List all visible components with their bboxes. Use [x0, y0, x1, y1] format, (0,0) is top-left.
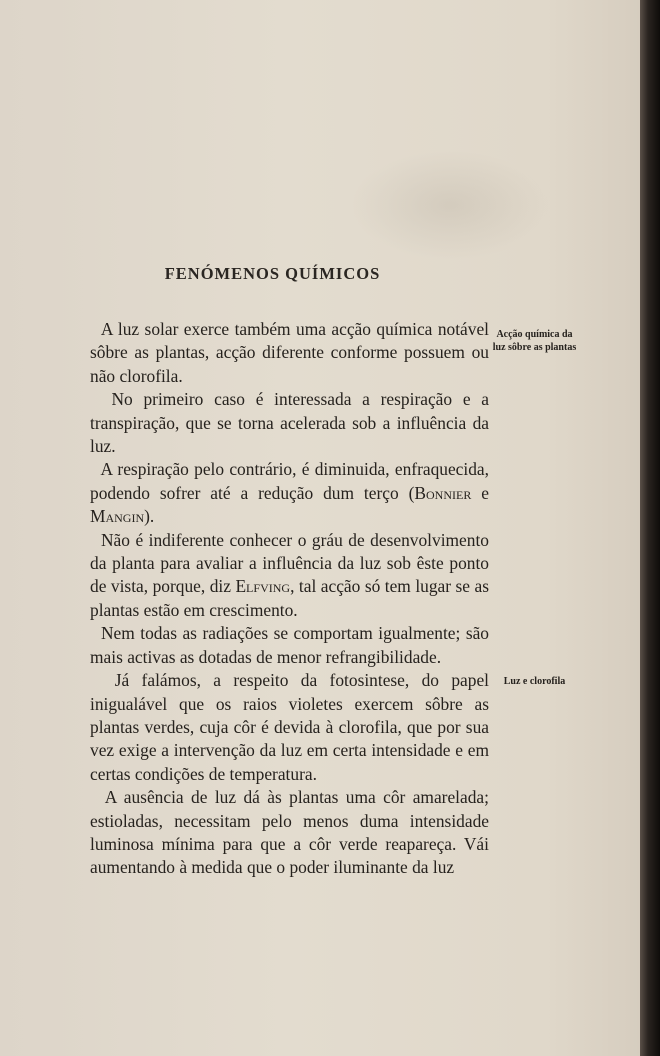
paragraph-3-end: ).	[144, 506, 155, 527]
paragraph-3-text: A respiração pelo contrário, é diminuida, enfraquecida, podendo sofrer até a redução dum terço (	[90, 459, 489, 503]
margin-note-light-chlorophyll: Luz e clorofila	[503, 676, 566, 687]
paragraph-4	[90, 529, 489, 623]
page-title: FENÓMENOS QUÍMICOS	[164, 264, 381, 283]
paragraph-6	[90, 669, 489, 786]
paragraph-4-end: , tal acção só tem lugar se as plantas estão em crescimento.	[90, 576, 489, 620]
paragraph-5-text: Nem todas as radiações se comportam igualmente; são mais activas as dotadas de menor refrangibilidade.	[90, 623, 489, 667]
paragraph-7-text: A ausência de luz dá às plantas uma côr amarelada; estioladas, necessitam pelo menos duma intensidade luminosa mínima para que a côr verde reapareça. Vái aumentando à medida que o poder iluminante da luz	[90, 787, 489, 878]
margin-note-chemical-action: Acção química da luz sôbre as plantas	[492, 329, 577, 353]
paragraph-2	[90, 388, 489, 458]
paragraph-3-mid: e	[471, 482, 489, 503]
paragraph-2-text: No primeiro caso é interessada a respiração e a transpiração, que se torna acelerada sob a influência da luz.	[90, 389, 489, 457]
body-text	[90, 318, 489, 880]
paragraph-4-text: Não é indiferente conhecer o gráu de desenvolvimento da planta para avaliar a influência da luz sob êste ponto de vista, porque, diz	[90, 529, 489, 597]
paragraph-1	[90, 318, 489, 388]
paragraph-5	[90, 622, 489, 669]
paragraph-3	[90, 458, 489, 528]
paragraph-6-text: Já falámos, a respeito da fotosintese, do papel inigualável que os raios violetes exercem sôbre as plantas verdes, cuja côr é devida à clorofila, que por sua vez exige a intervenção da luz em certa intensidade e em certas condições de temperatura.	[90, 670, 490, 784]
author-elfving: Elfving	[235, 576, 291, 597]
page-edge-shadow	[640, 0, 660, 1056]
paragraph-7	[90, 786, 489, 880]
paragraph-1-text: A luz solar exerce também uma acção química notável sôbre as plantas, acção diferente conforme possuem ou não clorofila.	[90, 319, 489, 386]
show-through-stain	[350, 150, 550, 260]
author-bonnier: Bonnier	[414, 482, 472, 503]
author-mangin: Mangin	[90, 506, 145, 527]
